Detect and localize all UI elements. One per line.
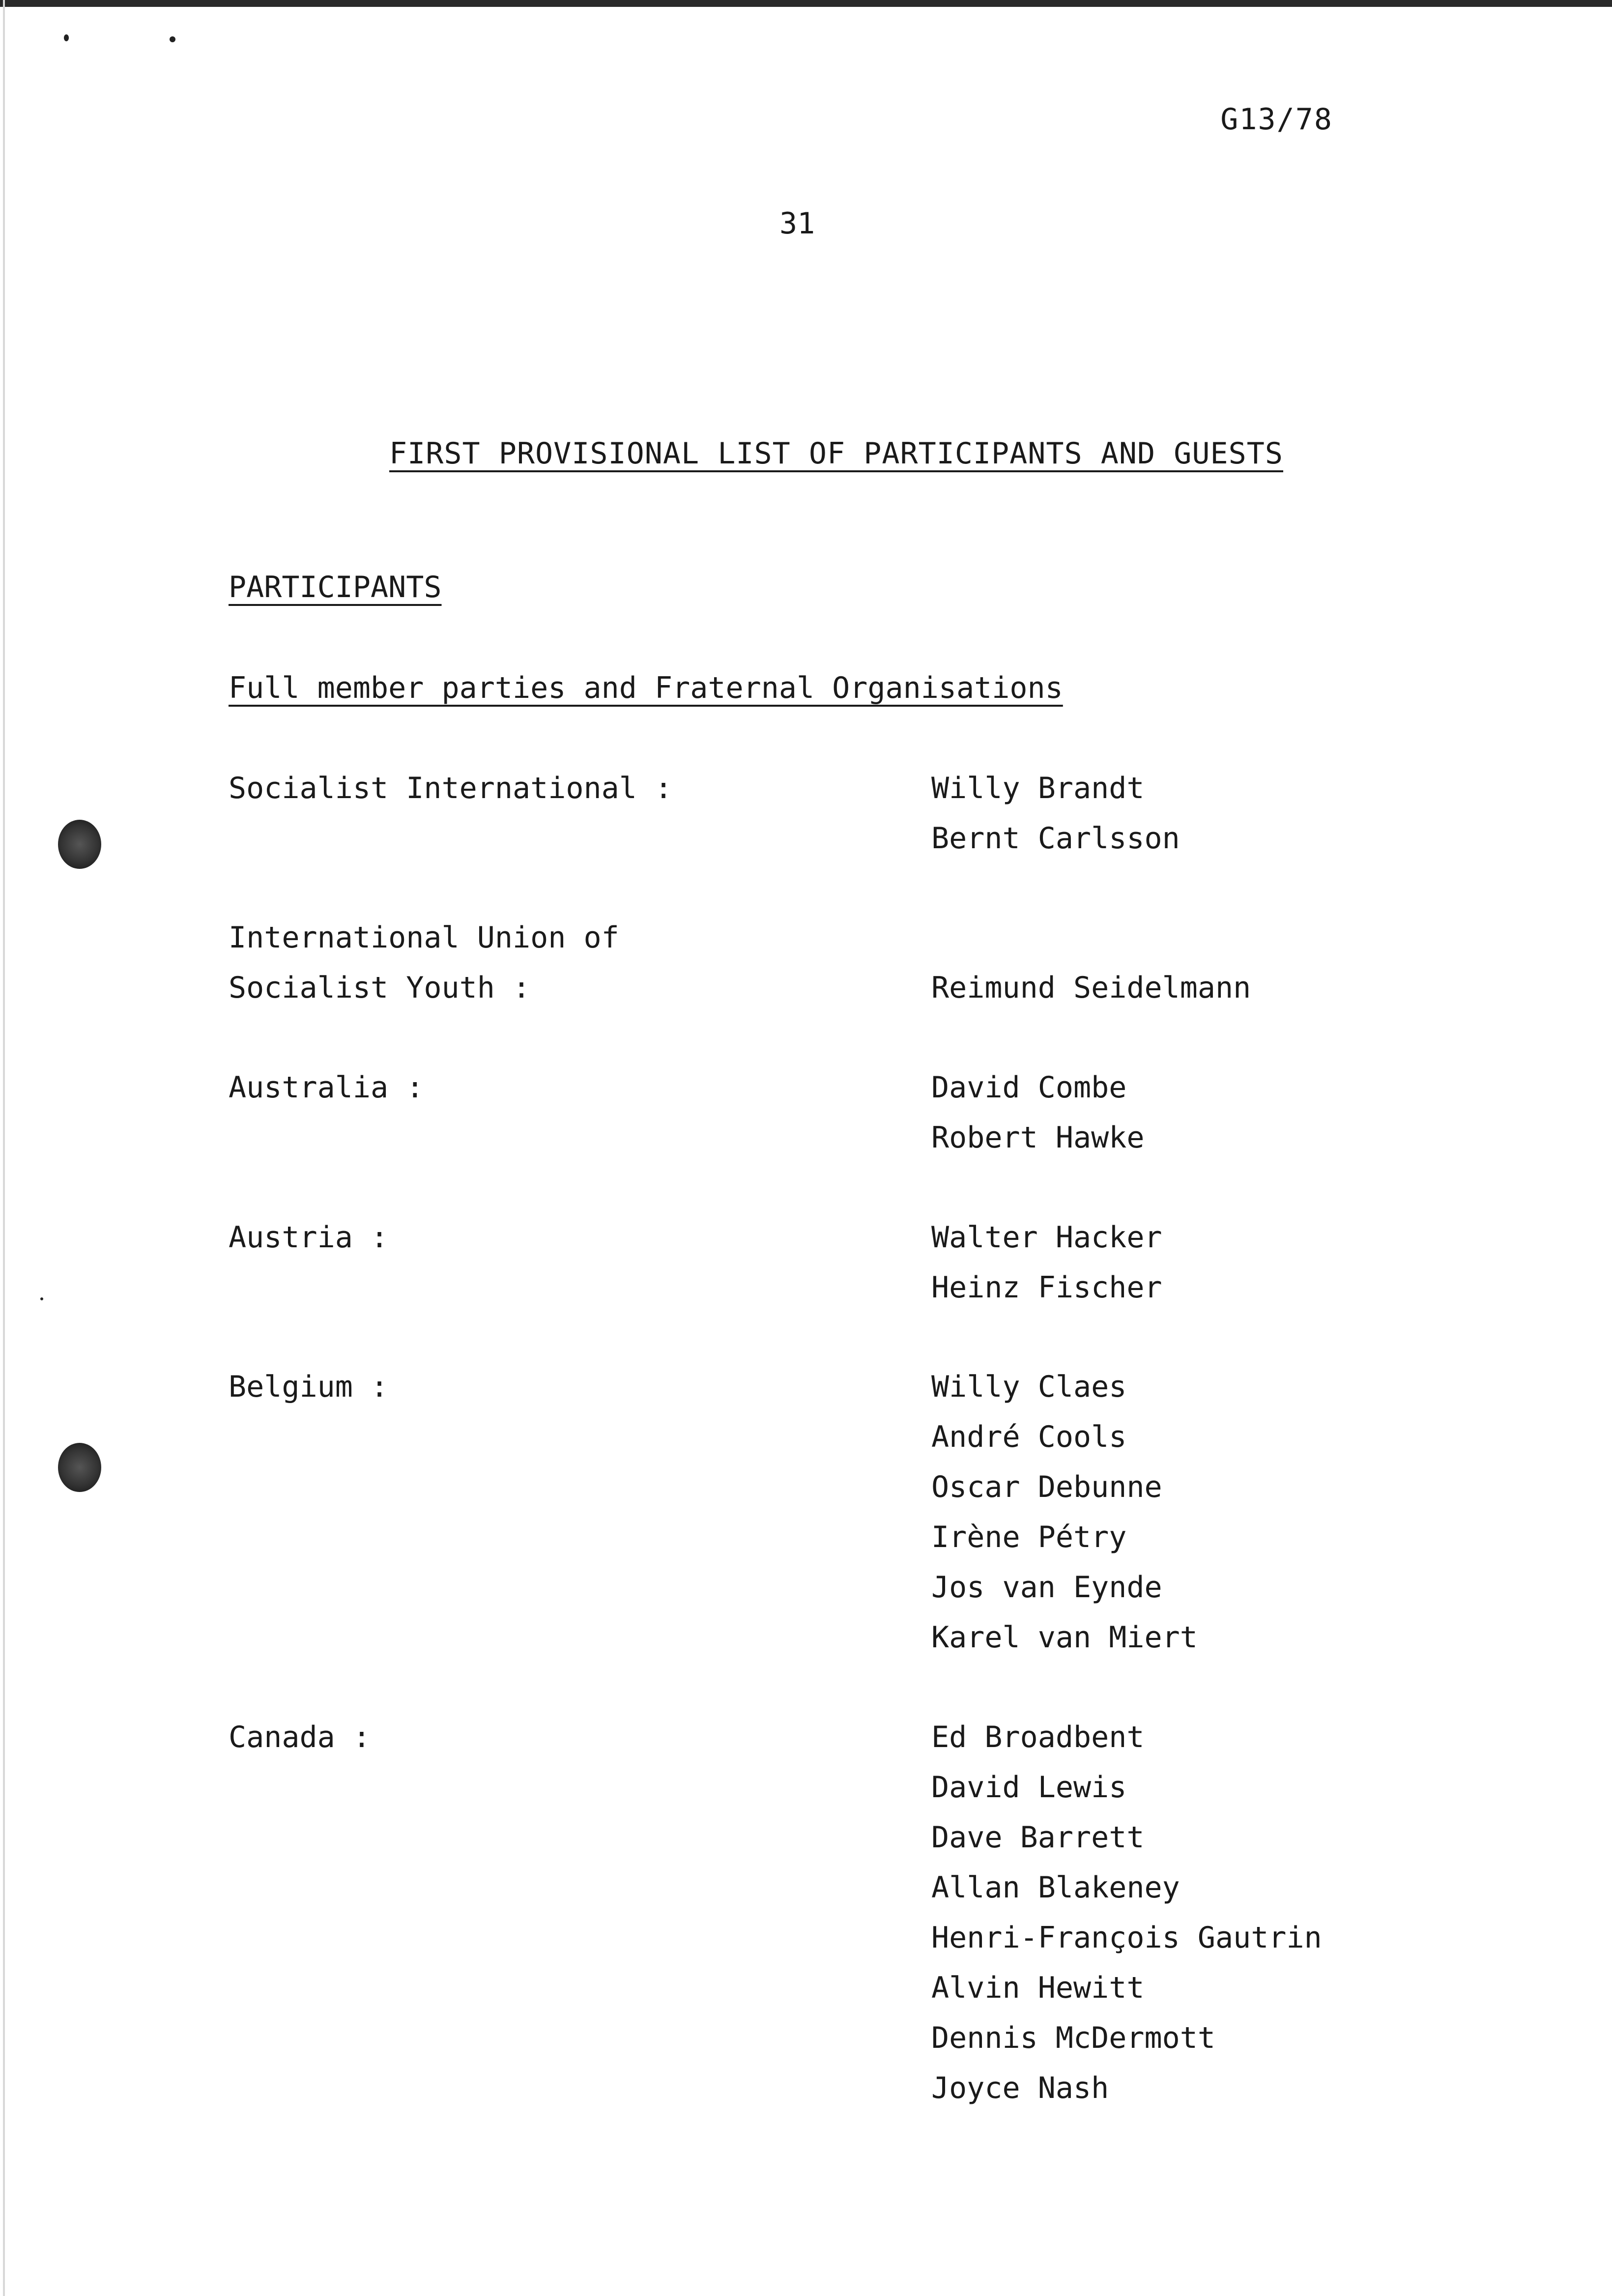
entry-label: International Union of Socialist Youth : [229, 920, 619, 1005]
participant-name: Alvin Hewitt [931, 1971, 1145, 2005]
participant-name: David Combe [931, 1070, 1127, 1105]
participant-name: Willy Brandt [931, 771, 1145, 805]
entry-label: Austria : [229, 1220, 389, 1255]
participant-name: Henri-François Gautrin [931, 1921, 1322, 1955]
punch-hole-lower [58, 1443, 101, 1492]
entry-label: Australia : [229, 1070, 424, 1105]
participant-list [931, 1362, 1198, 1663]
participant-name: Walter Hacker [931, 1220, 1162, 1255]
punch-hole-upper [58, 820, 101, 869]
participant-name: Dave Barrett [931, 1820, 1145, 1855]
participant-name: André Cools [931, 1420, 1127, 1454]
participant-name: Robert Hawke [931, 1120, 1145, 1155]
page-number: 31 [779, 206, 815, 241]
left-scan-edge [3, 0, 5, 2296]
participant-name: Heinz Fischer [931, 1270, 1162, 1305]
participant-list [931, 1212, 1162, 1313]
participant-name: Ed Broadbent [931, 1720, 1145, 1754]
participant-name: David Lewis [931, 1770, 1127, 1805]
participant-name: Irène Pétry [931, 1520, 1127, 1554]
participant-name: Willy Claes [931, 1370, 1127, 1404]
participant-name: Karel van Miert [931, 1620, 1198, 1655]
scan-speck [40, 1297, 43, 1300]
participant-name: Jos van Eynde [931, 1570, 1162, 1605]
scan-speck [170, 36, 175, 42]
entry-label: Socialist International : [229, 771, 673, 805]
participant-name: Bernt Carlsson [931, 821, 1180, 856]
section-heading: PARTICIPANTS [229, 570, 442, 604]
participant-name: Oscar Debunne [931, 1470, 1162, 1504]
participant-name: Allan Blakeney [931, 1870, 1180, 1905]
participant-name: Reimund Seidelmann [931, 971, 1251, 1005]
participant-name: Joyce Nash [931, 2071, 1109, 2105]
page-title: FIRST PROVISIONAL LIST OF PARTICIPANTS AND GUESTS [389, 436, 1284, 471]
entry-label: Canada : [229, 1720, 371, 1754]
participant-list [931, 963, 1251, 1013]
participant-list [931, 763, 1180, 863]
document-reference: G13/78 [1220, 102, 1333, 137]
entry-label: Belgium : [229, 1370, 389, 1404]
top-scan-border [0, 0, 1612, 7]
participant-list [931, 1712, 1322, 2113]
participant-name: Dennis McDermott [931, 2021, 1215, 2055]
participant-list [931, 1062, 1144, 1163]
scan-speck [64, 34, 69, 41]
subsection-heading: Full member parties and Fraternal Organisations [229, 671, 1063, 705]
